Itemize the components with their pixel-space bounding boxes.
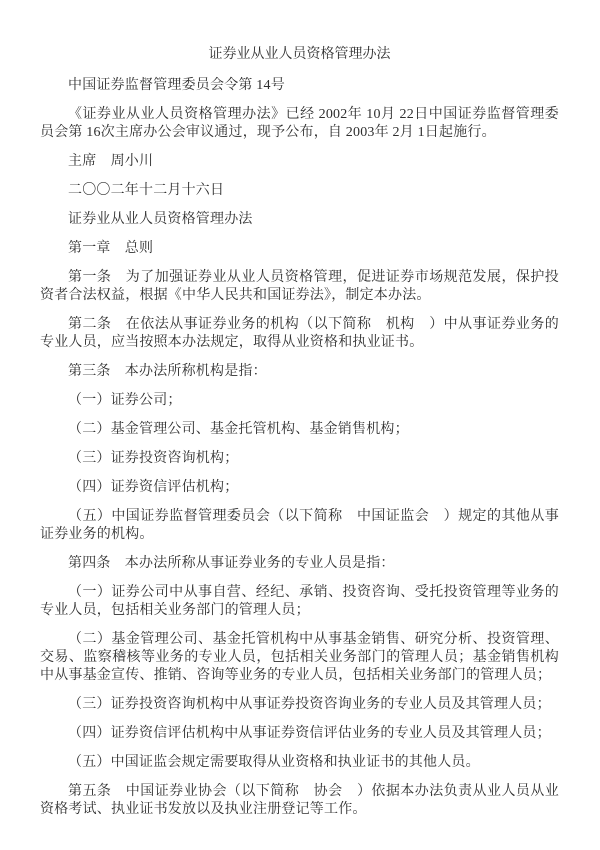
paragraph: （一）证券公司；: [68, 393, 182, 408]
paragraph: 第三条 本办法所称机构是指：: [68, 364, 267, 379]
paragraph: 《证券业从业人员资格管理办法》已经 2002年 10月 22日中国证券监督管理委员会第 16次主席办公会审议通过，现予公布，自 2003年 2月 1日起施行。: [40, 107, 559, 140]
paragraph: 主席 周小川: [68, 154, 154, 169]
paragraph: 二〇〇二年十二月十六日: [68, 183, 225, 198]
paragraph: （二）基金管理公司、基金托管机构、基金销售机构；: [68, 422, 409, 437]
paragraph: 证券业从业人员资格管理办法: [68, 212, 253, 227]
paragraph: 第一章 总则: [68, 241, 154, 256]
paragraph: （五）中国证券监督管理委员会（以下简称 中国证监会 ）规定的其他从事证券业务的机构。: [40, 509, 559, 542]
paragraph: （一）证券公司中从事自营、经纪、承销、投资咨询、受托投资管理等业务的专业人员，包括相关业务部门的管理人员；: [40, 585, 559, 618]
paragraph: 中国证券监督管理委员会令第 14号: [68, 78, 285, 93]
paragraph: 第四条 本办法所称从事证券业务的专业人员是指：: [68, 556, 395, 571]
paragraph: （五）中国证监会规定需要取得从业资格和执业证书的其他人员。: [68, 755, 480, 770]
document-title: 证券业从业人员资格管理办法: [208, 47, 391, 62]
document-body: [40, 77, 559, 819]
paragraph: （四）证券资信评估机构；: [68, 480, 239, 495]
paragraph: （四）证券资信评估机构中从事证券资信评估业务的专业人员及其管理人员；: [68, 726, 551, 741]
paragraph: （三）证券投资咨询机构中从事证券投资咨询业务的专业人员及其管理人员；: [68, 697, 551, 712]
paragraph: （三）证券投资咨询机构；: [68, 451, 239, 466]
paragraph: 第二条 在依法从事证券业务的机构（以下简称 机构 ）中从事证券业务的专业人员，应当按照本办法规定，取得从业资格和执业证书。: [40, 317, 559, 350]
paragraph: 第五条 中国证券业协会（以下简称 协会 ）依据本办法负责从业人员从业资格考试、执业证书发放以及执业注册登记等工作。: [40, 784, 559, 817]
paragraph: 第一条 为了加强证券业从业人员资格管理，促进证券市场规范发展，保护投资者合法权益，根据《中华人民共和国证券法》，制定本办法。: [40, 270, 559, 303]
paragraph: （二）基金管理公司、基金托管机构中从事基金销售、研究分析、投资管理、交易、监察稽核等业务的专业人员，包括相关业务部门的管理人员；基金销售机构中从事基金宣传、推销、咨询等业务的专业人员，包括相关业务部门的管理人员；: [40, 632, 559, 683]
